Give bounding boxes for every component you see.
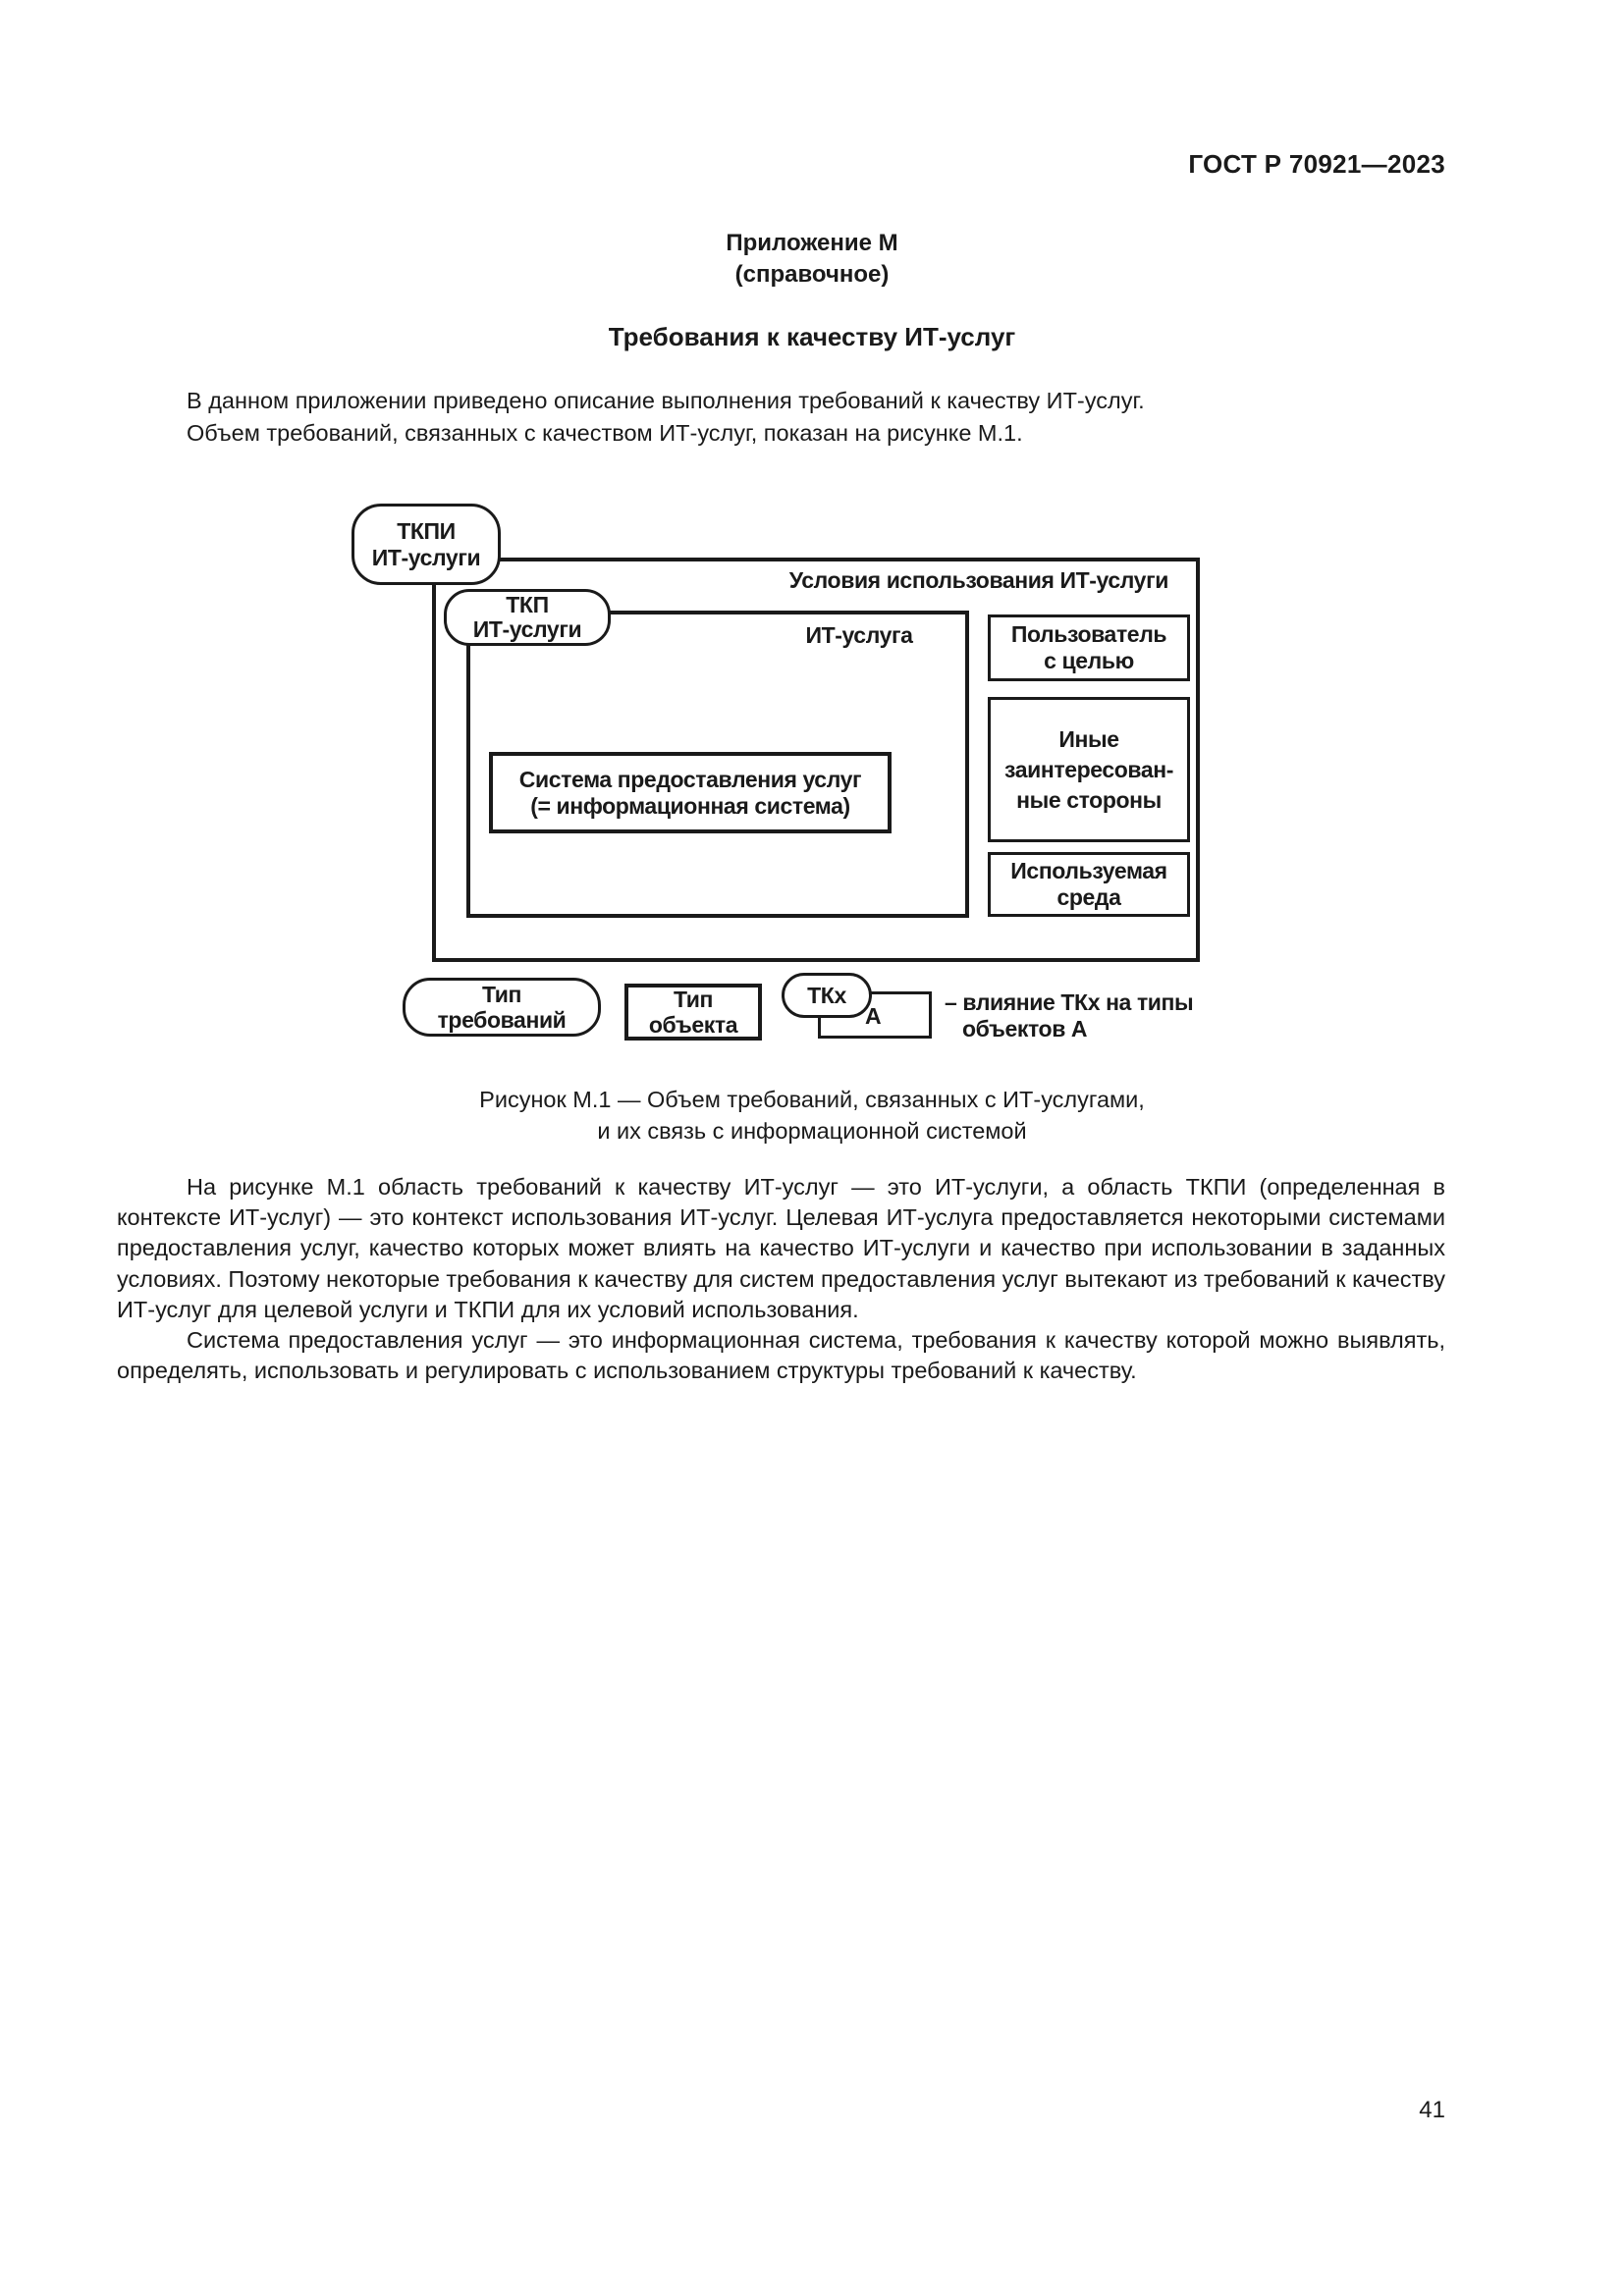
legend-tkx-label: ТКх	[807, 982, 846, 1008]
service-system-label: Система предоставления услуг (= информационная система)	[518, 766, 862, 819]
legend-object-type-box	[624, 984, 762, 1041]
legend-tkx-pill	[782, 973, 872, 1018]
it-service-label: ИТ-услуга	[805, 622, 913, 648]
figure-caption-line-1: Рисунок М.1 — Объем требований, связанных с ИТ-услугами,	[479, 1087, 1145, 1112]
service-system-box	[489, 752, 892, 833]
figure-m1-diagram	[0, 0, 1624, 1080]
annex-subtitle: (справочное)	[734, 261, 890, 288]
section-title: Требования к качеству ИТ-услуг	[608, 322, 1016, 351]
legend-influence-label: – влияние ТКх на типы объектов А	[945, 989, 1194, 1041]
tkpi-pill	[352, 504, 501, 585]
intro-line-1: В данном приложении приведено описание выполнения требований к качеству ИТ-услуг.	[187, 388, 1145, 413]
annex-title: Приложение М	[726, 230, 898, 256]
legend-object-type-label: Тип объекта	[648, 987, 738, 1038]
intro-line-2: Объем требований, связанных с качеством ИТ-услуг, показан на рисунке М.1.	[187, 420, 1023, 446]
body-text	[117, 1172, 1445, 1386]
figure-caption	[0, 1084, 1624, 1147]
usage-conditions-label: Условия использования ИТ-услуги	[788, 567, 1168, 593]
paragraph-2: Система предоставления услуг — это информационная система, требования к качеству которой можно выявлять, определять, использовать и регулировать с использованием структуры требований к качеству.	[117, 1327, 1445, 1384]
legend-a-label: А	[865, 1003, 882, 1029]
stakeholders-label: Иные заинтересован- ные стороны	[1004, 725, 1173, 813]
user-box	[988, 614, 1190, 681]
standard-code: ГОСТ Р 70921—2023	[1188, 149, 1445, 179]
paragraph-1: На рисунке М.1 область требований к качеству ИТ-услуг — это ИТ-услуги, а область ТКПИ (определенная в контексте ИТ-услуг) — это контекст использования ИТ-услуг. Целевая ИТ-услуга предоставляется некоторыми системами предоставления услуг, качество которых может влиять на качество ИТ-услуги и качество при использовании в заданных условиях. Поэтому некоторые требования к качеству для систем предоставления услуг вытекают из требований к качеству ИТ-услуг для целевой услуги и ТКПИ для их условий использования.	[117, 1174, 1445, 1322]
environment-label: Используемая среда	[1010, 858, 1167, 910]
environment-box	[988, 852, 1190, 917]
figure-caption-line-2: и их связь с информационной системой	[597, 1118, 1027, 1144]
tkpi-label: ТКПИ ИТ-услуги	[371, 517, 481, 570]
legend-requirement-type-pill	[403, 978, 601, 1037]
stakeholders-box	[988, 697, 1190, 842]
page-number: 41	[1419, 2097, 1445, 2123]
user-label: Пользователь с целью	[1010, 621, 1167, 673]
tkp-label: ТКП ИТ-услуги	[472, 592, 582, 642]
legend-requirement-type-label: Тип требований	[437, 982, 567, 1033]
tkp-pill	[444, 589, 611, 646]
